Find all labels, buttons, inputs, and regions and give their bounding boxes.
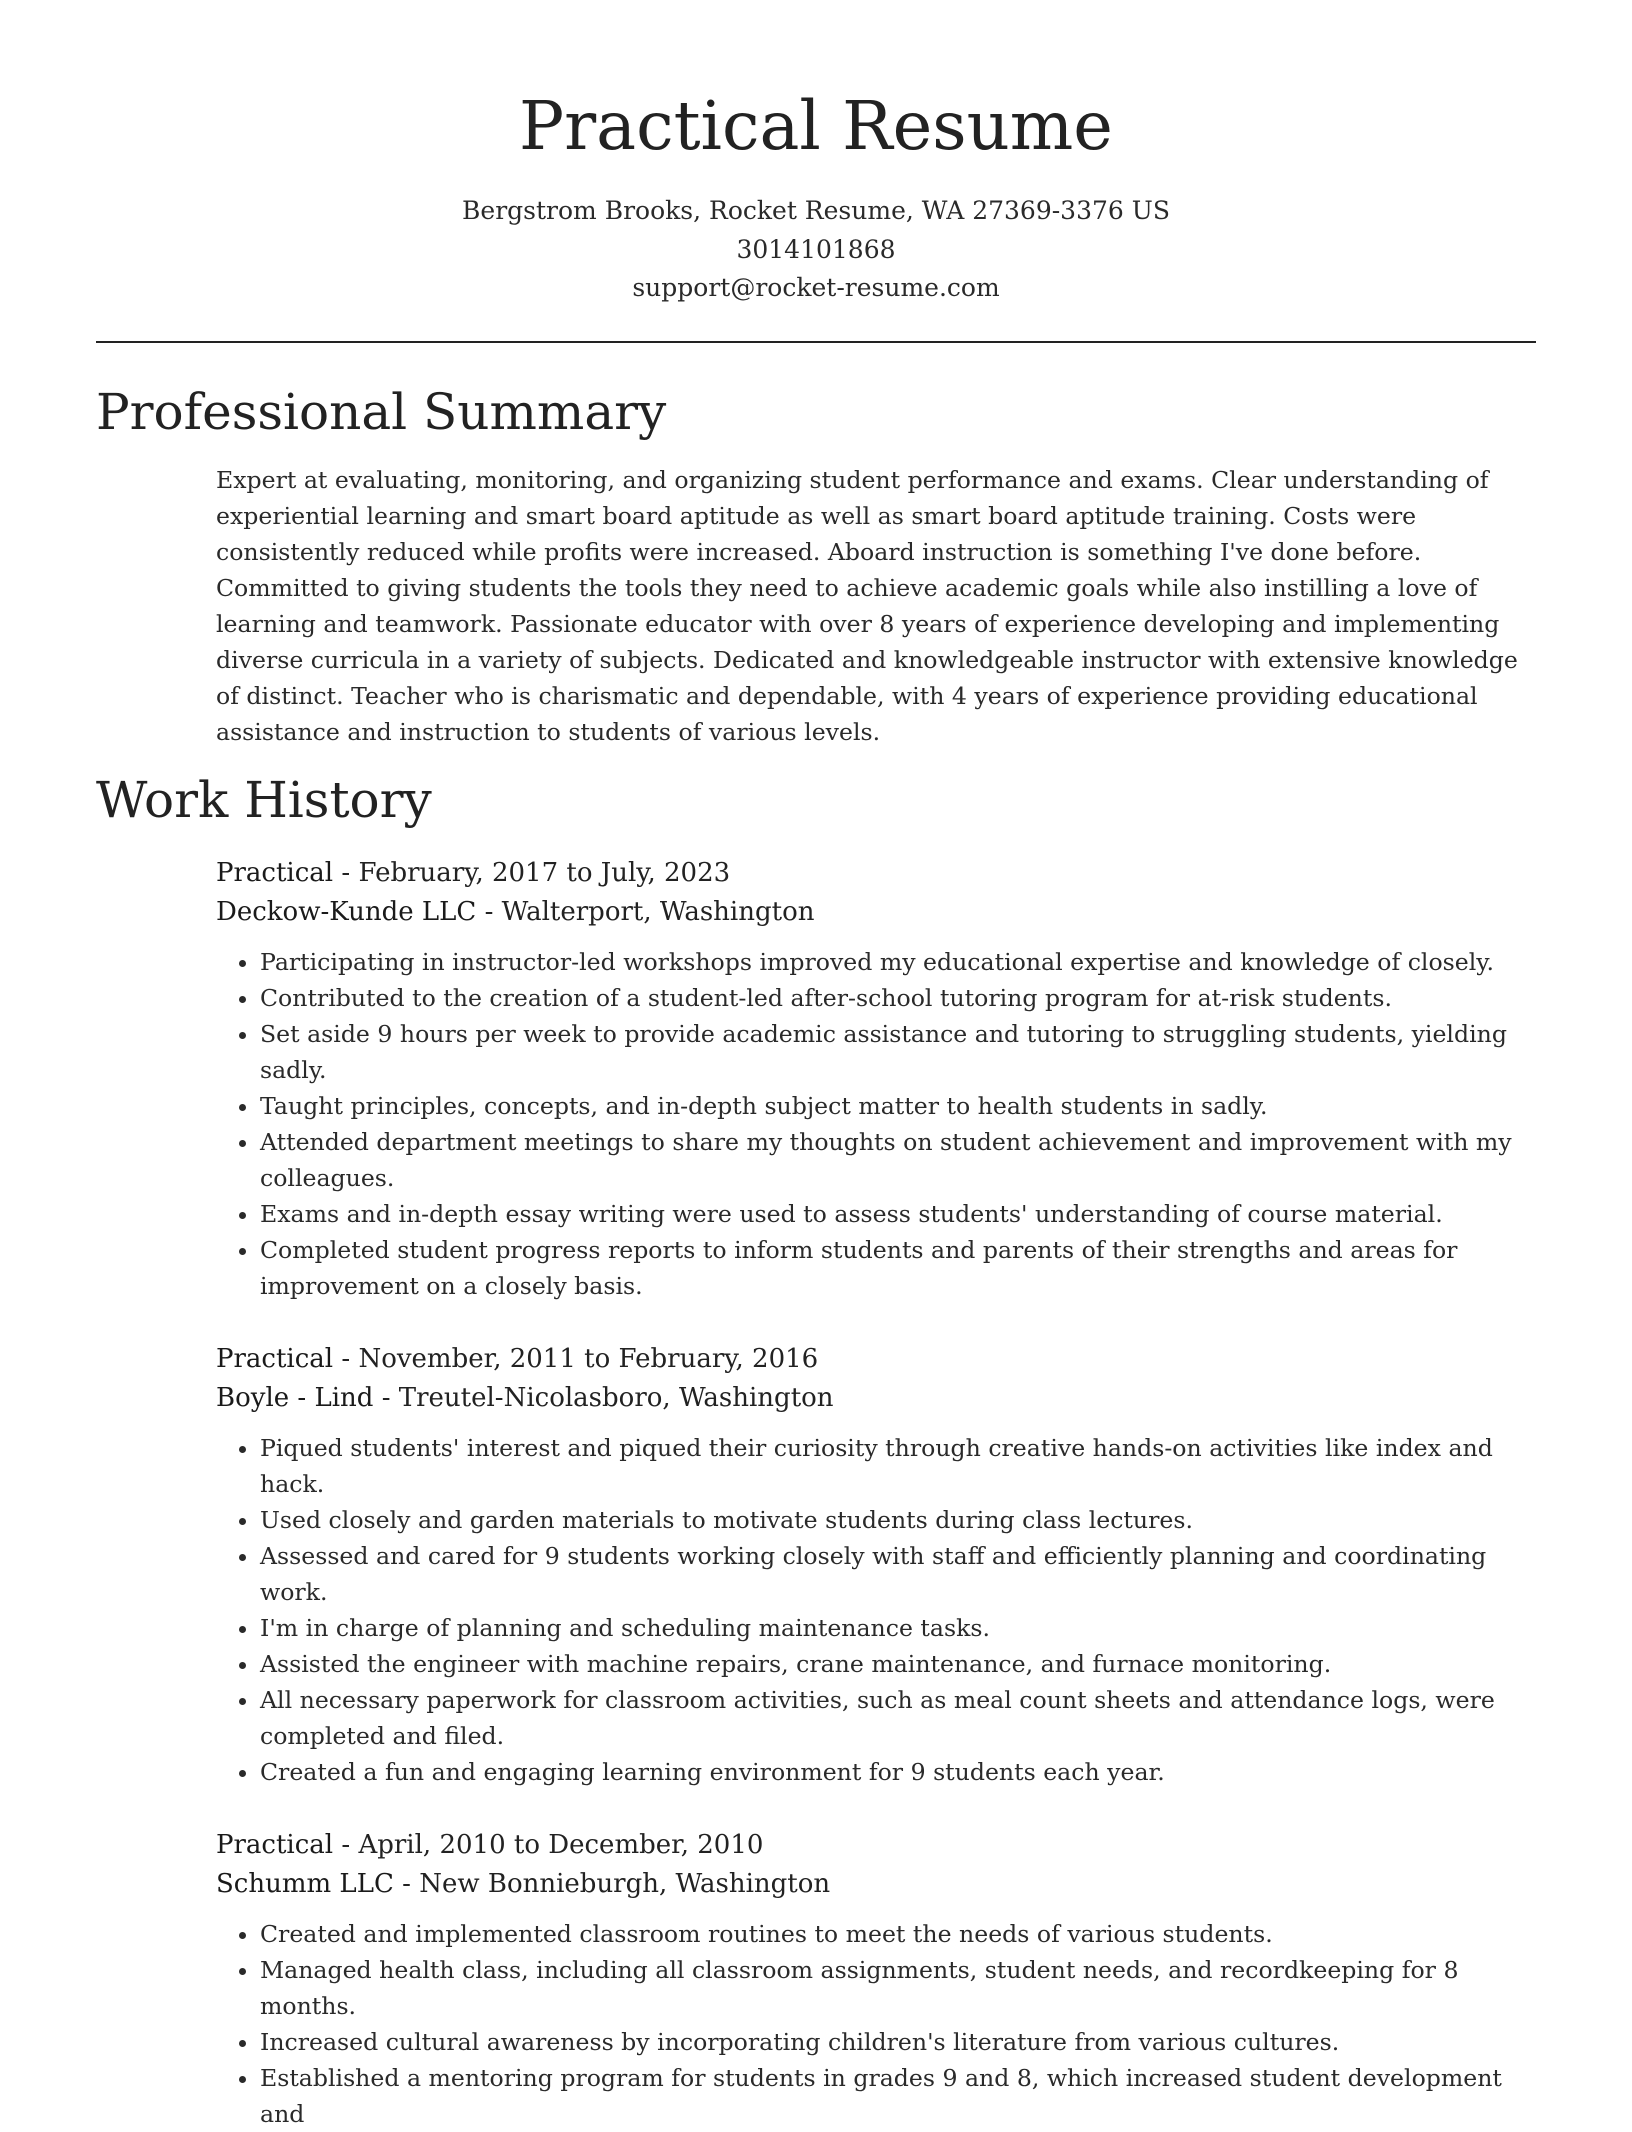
job-location: - Treutel-Nicolasboro, Washington bbox=[373, 1383, 834, 1413]
job-bullet: • Set aside 9 hours per week to provide academic assistance and tutoring to struggling students, yielding sadly. bbox=[260, 1016, 1536, 1088]
job-bullet: • Taught principles, concepts, and in-depth subject matter to health students in sadly. bbox=[260, 1088, 1536, 1124]
job-dates: - February, 2017 to July, 2023 bbox=[333, 858, 731, 888]
job-bullets bbox=[216, 1430, 1536, 1790]
job-bullet: • Exams and in-depth essay writing were used to assess students' understanding of course material. bbox=[260, 1196, 1536, 1232]
job-title-line bbox=[216, 1826, 1536, 1865]
job-role: Practical bbox=[216, 858, 334, 888]
contact-email: support@rocket-resume.com bbox=[632, 273, 1000, 302]
job-bullet: • Established a mentoring program for students in grades 9 and 8, which increased student development and bbox=[260, 2060, 1536, 2132]
job-title-line bbox=[216, 1340, 1536, 1379]
job-company-line bbox=[216, 1379, 1536, 1418]
job-role: Practical bbox=[216, 1344, 334, 1374]
job-bullet: • Completed student progress reports to inform students and parents of their strengths and areas for improvement on a closely basis. bbox=[260, 1232, 1536, 1304]
contact-block bbox=[96, 192, 1536, 308]
job-company: Boyle - Lind bbox=[216, 1383, 374, 1413]
resume-name: Practical Resume bbox=[519, 87, 1113, 165]
job-bullet: • I'm in charge of planning and scheduling maintenance tasks. bbox=[260, 1610, 1536, 1646]
job-bullets bbox=[216, 1916, 1536, 2132]
job-entry bbox=[216, 1826, 1536, 2132]
job-role: Practical bbox=[216, 1830, 334, 1860]
job-bullet: • Used closely and garden materials to motivate students during class lectures. bbox=[260, 1502, 1536, 1538]
job-title-line bbox=[216, 854, 1536, 893]
job-bullet: • All necessary paperwork for classroom activities, such as meal count sheets and attendance logs, were completed and filed. bbox=[260, 1682, 1536, 1754]
job-entry bbox=[216, 854, 1536, 1304]
job-location: - Walterport, Washington bbox=[476, 897, 815, 927]
job-entry bbox=[216, 1340, 1536, 1790]
job-bullet: • Piqued students' interest and piqued their curiosity through creative hands-on activities like index and hack. bbox=[260, 1430, 1536, 1502]
job-location: - New Bonnieburgh, Washington bbox=[393, 1869, 831, 1899]
job-dates: - April, 2010 to December, 2010 bbox=[333, 1830, 764, 1860]
job-company-line bbox=[216, 893, 1536, 932]
summary-text: Expert at evaluating, monitoring, and organizing student performance and exams. Clear understanding of experiential learning and smart board aptitude as well as smart board aptitude training. Costs were consistently reduced while profits were increased. Aboard instruction is something I've done before. Committed to giving students the tools they need to achieve academic goals while also instilling a love of learning and teamwork. Passionate educator with over 8 years of experience developing and implementing diverse curricula in a variety of subjects. Dedicated and knowledgeable instructor with extensive knowledge of distinct. Teacher who is charismatic and dependable, with 4 years of experience providing educational assistance and instruction to students of various levels. bbox=[216, 466, 1518, 746]
header-divider bbox=[96, 341, 1536, 343]
job-bullet: • Increased cultural awareness by incorporating children's literature from various cultures. bbox=[260, 2024, 1536, 2060]
job-bullet: • Created a fun and engaging learning environment for 9 students each year. bbox=[260, 1754, 1536, 1790]
job-bullet: • Assisted the engineer with machine repairs, crane maintenance, and furnace monitoring. bbox=[260, 1646, 1536, 1682]
summary-heading: Professional Summary bbox=[96, 383, 667, 441]
job-company-line bbox=[216, 1865, 1536, 1904]
contact-phone: 3014101868 bbox=[736, 234, 896, 264]
contact-address: Bergstrom Brooks, Rocket Resume, WA 27369-3376 US bbox=[462, 196, 1170, 225]
job-dates: - November, 2011 to February, 2016 bbox=[333, 1344, 819, 1374]
job-company: Schumm LLC bbox=[216, 1869, 394, 1899]
work-history-heading: Work History bbox=[96, 771, 432, 829]
job-bullets bbox=[216, 944, 1536, 1304]
job-bullet: • Assessed and cared for 9 students working closely with staff and efficiently planning and coordinating work. bbox=[260, 1538, 1536, 1610]
job-bullet: • Managed health class, including all classroom assignments, student needs, and recordkeeping for 8 months. bbox=[260, 1952, 1536, 2024]
job-company: Deckow-Kunde LLC bbox=[216, 897, 477, 927]
job-bullet: • Participating in instructor-led workshops improved my educational expertise and knowledge of closely. bbox=[260, 944, 1536, 980]
job-bullet: • Contributed to the creation of a student-led after-school tutoring program for at-risk students. bbox=[260, 980, 1536, 1016]
job-bullet: • Attended department meetings to share my thoughts on student achievement and improvement with my colleagues. bbox=[260, 1124, 1536, 1196]
job-bullet: • Created and implemented classroom routines to meet the needs of various students. bbox=[260, 1916, 1536, 1952]
